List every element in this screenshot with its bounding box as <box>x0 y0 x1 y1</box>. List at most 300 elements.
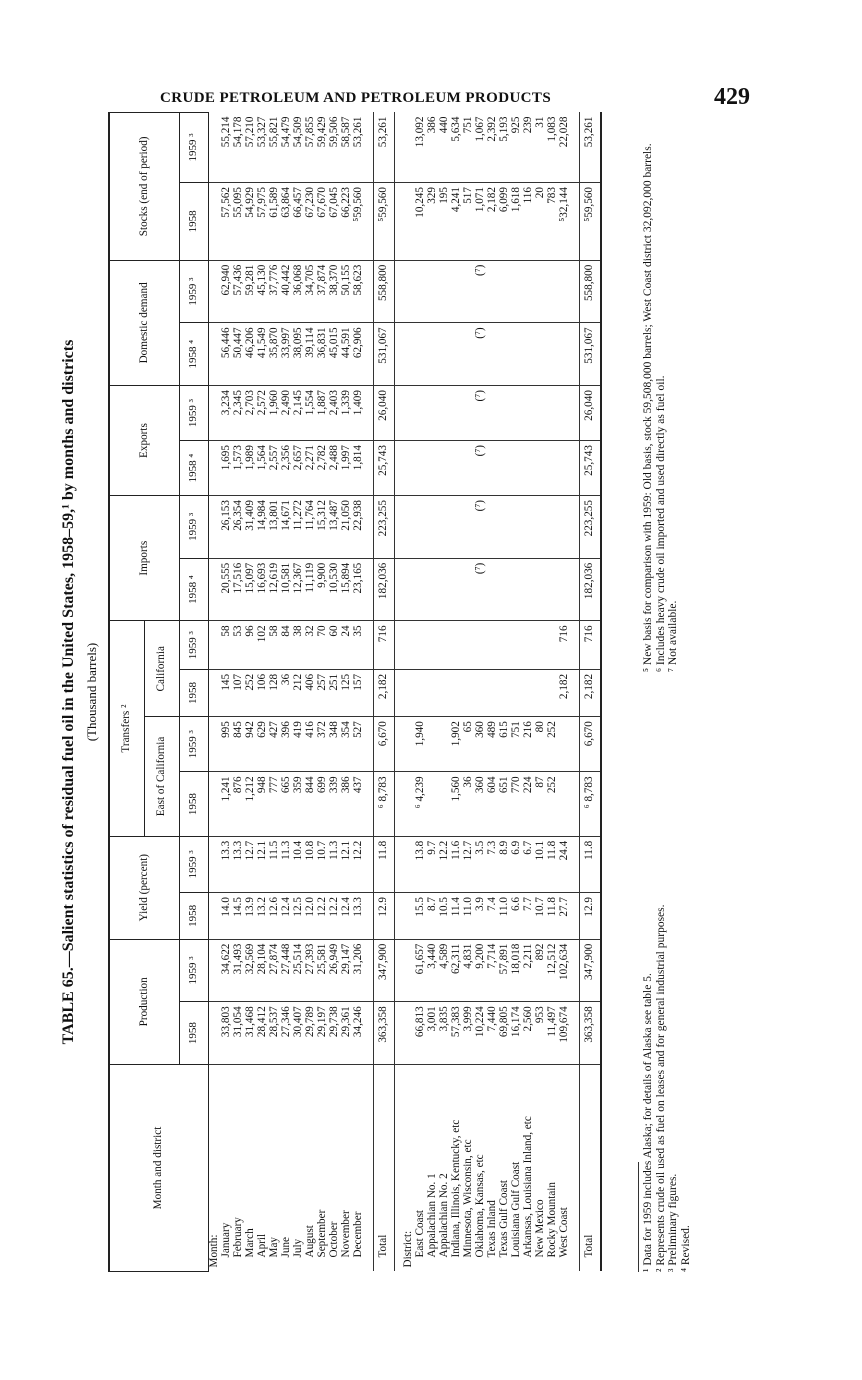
table-cell <box>523 621 535 669</box>
table-row <box>439 113 451 1272</box>
table-cell <box>451 441 463 496</box>
table-cell: 437 <box>353 772 365 836</box>
table-cell: 10.4 <box>293 836 305 892</box>
table-cell: 224 <box>523 772 535 836</box>
table-cell: 67,230 <box>305 183 317 261</box>
table-cell: 2,403 <box>329 386 341 441</box>
header-year: 1959 ³ <box>180 717 209 772</box>
table-cell: 38,370 <box>329 260 341 323</box>
table-cell: 31,409 <box>245 496 257 559</box>
row-label: Appalachian No. 2 <box>437 1173 450 1258</box>
table-cell: 29,789 <box>305 1002 317 1065</box>
table-cell: 953 <box>535 1002 547 1065</box>
table-cell: 558,800 <box>579 260 601 323</box>
table-cell <box>439 260 451 323</box>
table-cell: 34,622 <box>221 939 233 1002</box>
table-cell: 54,479 <box>281 113 293 183</box>
table-cell <box>511 386 523 441</box>
table-cell <box>415 621 427 669</box>
row-label: Louisiana Gulf Coast <box>509 1161 522 1258</box>
table-cell: 32,569 <box>245 939 257 1002</box>
table-cell <box>487 323 499 386</box>
table-cell <box>523 260 535 323</box>
table-cell <box>463 558 475 621</box>
table-subcaption: (Thousand barrels) <box>84 642 99 742</box>
table-cell: 517 <box>463 183 475 261</box>
table-cell: 31,468 <box>245 1002 257 1065</box>
table-cell: 6.7 <box>523 836 535 892</box>
table-cell: 11.8 <box>547 893 559 940</box>
header-year: 1959 ³ <box>180 836 209 892</box>
table-cell: ⁶ 4,239 <box>415 772 427 836</box>
table-cell: 53 <box>233 621 245 669</box>
table-cell: 27,448 <box>281 939 293 1002</box>
table-cell <box>415 669 427 716</box>
table-cell: 13.3 <box>353 893 365 940</box>
table-cell: 13.8 <box>415 836 427 892</box>
table-cell: 3,835 <box>439 1002 451 1065</box>
table-cell: 53,327 <box>257 113 269 183</box>
table-cell <box>415 558 427 621</box>
table-cell: 372 <box>317 717 329 772</box>
table-cell: 531,067 <box>579 323 601 386</box>
table-cell <box>415 260 427 323</box>
header-california: California <box>145 621 180 717</box>
table-cell <box>439 772 451 836</box>
table-cell <box>499 323 511 386</box>
table-cell: 25,743 <box>373 441 394 496</box>
table-cell: 116 <box>523 183 535 261</box>
table-cell <box>451 621 463 669</box>
residual-fuel-oil-table <box>108 112 602 1272</box>
table-cell <box>547 558 559 621</box>
table-cell: 57,383 <box>451 1002 463 1065</box>
table-cell <box>559 772 571 836</box>
header-year: 1958 <box>180 893 209 940</box>
table-cell: 1,902 <box>451 717 463 772</box>
table-cell: 363,358 <box>579 1002 601 1065</box>
table-cell <box>451 386 463 441</box>
row-label: Rocky Mountain <box>545 1181 558 1258</box>
table-cell: 10.7 <box>535 893 547 940</box>
table-cell: 53,261 <box>579 113 601 183</box>
table-cell: 1,989 <box>245 441 257 496</box>
table-cell: 212 <box>293 669 305 716</box>
table-cell: 2,182 <box>487 183 499 261</box>
table-cell: (⁷) <box>475 558 487 621</box>
table-cell <box>547 386 559 441</box>
table-cell: 751 <box>463 113 475 183</box>
table-cell <box>463 386 475 441</box>
table-cell: 239 <box>523 113 535 183</box>
row-label: January <box>219 1222 232 1258</box>
table-cell: 11.0 <box>463 893 475 940</box>
header-year: 1959 ³ <box>180 939 209 1002</box>
header-year: 1958 ⁴ <box>180 323 209 386</box>
table-cell <box>523 496 535 559</box>
table-cell: 2,211 <box>523 939 535 1002</box>
table-cell: 1,560 <box>451 772 463 836</box>
table-cell: 9,900 <box>317 558 329 621</box>
table-cell: 489 <box>487 717 499 772</box>
header-production: Production <box>109 939 180 1064</box>
table-cell <box>547 323 559 386</box>
header-year: 1959 ³ <box>180 496 209 559</box>
table-cell: 770 <box>511 772 523 836</box>
table-cell <box>415 441 427 496</box>
table-cell: 17,516 <box>233 558 245 621</box>
table-cell: 339 <box>329 772 341 836</box>
table-row <box>245 113 257 1272</box>
table-cell: 59,429 <box>317 113 329 183</box>
table-cell: 13,092 <box>415 113 427 183</box>
table-row <box>427 113 439 1272</box>
table-cell: 157 <box>353 669 365 716</box>
table-cell: 84 <box>281 621 293 669</box>
table-cell <box>511 441 523 496</box>
table-cell <box>439 441 451 496</box>
table-cell: 527 <box>353 717 365 772</box>
table-cell: 5,634 <box>451 113 463 183</box>
table-cell: 2,145 <box>293 386 305 441</box>
table-cell: 604 <box>487 772 499 836</box>
row-label: Texas Gulf Coast <box>497 1179 510 1258</box>
table-cell: 13,801 <box>269 496 281 559</box>
table-cell: 27,346 <box>281 1002 293 1065</box>
table-cell: 1,618 <box>511 183 523 261</box>
table-cell <box>511 323 523 386</box>
table-cell: 55,214 <box>221 113 233 183</box>
table-cell: 23,165 <box>353 558 365 621</box>
table-cell: 50,447 <box>233 323 245 386</box>
table-cell <box>475 669 487 716</box>
table-cell <box>451 558 463 621</box>
header-year: 1959 ³ <box>180 386 209 441</box>
table-cell: 55,821 <box>269 113 281 183</box>
table-cell: 26,949 <box>329 939 341 1002</box>
table-cell <box>511 621 523 669</box>
table-cell: 26,040 <box>579 386 601 441</box>
table-cell: 102 <box>257 621 269 669</box>
table-cell: 12.2 <box>317 893 329 940</box>
table-cell: 11,764 <box>305 496 317 559</box>
table-cell: 1,071 <box>475 183 487 261</box>
table-cell: 12,619 <box>269 558 281 621</box>
table-cell: 63,864 <box>281 183 293 261</box>
table-cell: 329 <box>427 183 439 261</box>
table-cell: 10,581 <box>281 558 293 621</box>
table-cell: 216 <box>523 717 535 772</box>
table-cell: 67,670 <box>317 183 329 261</box>
table-row <box>547 113 559 1272</box>
table-cell: 386 <box>341 772 353 836</box>
table-cell: 1,339 <box>341 386 353 441</box>
table-cell: 29,738 <box>329 1002 341 1065</box>
row-label: Oklahoma, Kansas, etc <box>473 1154 486 1258</box>
table-cell: 50,155 <box>341 260 353 323</box>
table-cell: 66,223 <box>341 183 353 261</box>
table-cell: 14,984 <box>257 496 269 559</box>
table-cell: 15,894 <box>341 558 353 621</box>
table-cell: 396 <box>281 717 293 772</box>
table-cell: 751 <box>511 717 523 772</box>
header-exports: Exports <box>109 386 180 496</box>
table-cell: 24.4 <box>559 836 571 892</box>
header-year: 1958 ⁴ <box>180 558 209 621</box>
table-cell: 7,440 <box>487 1002 499 1065</box>
table-row <box>257 113 269 1272</box>
table-cell: 7,714 <box>487 939 499 1002</box>
row-label: May <box>267 1236 280 1258</box>
table-cell: 665 <box>281 772 293 836</box>
footnote-2: ² Represents crude oil used as fuel on leases and for general industrial purposes. <box>654 904 667 1272</box>
header-imports: Imports <box>109 496 180 621</box>
table-body <box>209 113 601 1272</box>
table-cell: 1,067 <box>475 113 487 183</box>
table-cell: 13.3 <box>233 836 245 892</box>
table-cell: 1,409 <box>353 386 365 441</box>
table-cell: 41,549 <box>257 323 269 386</box>
table-cell: 15,097 <box>245 558 257 621</box>
table-cell: 12.6 <box>269 893 281 940</box>
table-row <box>535 113 547 1272</box>
table-cell: 2,392 <box>487 113 499 183</box>
table-cell: 128 <box>269 669 281 716</box>
header-year: 1958 <box>180 772 209 836</box>
table-cell <box>499 669 511 716</box>
table-cell: ⁵59,560 <box>353 183 365 261</box>
table-cell: 3,234 <box>221 386 233 441</box>
table-cell: 10,224 <box>475 1002 487 1065</box>
table-cell: (⁷) <box>475 323 487 386</box>
table-cell: 58 <box>269 621 281 669</box>
table-cell <box>547 621 559 669</box>
table-cell: 360 <box>475 717 487 772</box>
table-cell: 3.9 <box>475 893 487 940</box>
section-label-district: District: <box>401 1230 414 1268</box>
table-cell: 845 <box>233 717 245 772</box>
table-cell: 531,067 <box>373 323 394 386</box>
table-cell: 1,083 <box>547 113 559 183</box>
table-cell: 347,900 <box>579 939 601 1002</box>
table-cell: 45,015 <box>329 323 341 386</box>
table-cell: 109,674 <box>559 1002 571 1065</box>
table-cell <box>463 621 475 669</box>
total-row <box>579 113 601 1272</box>
table-cell: 6,670 <box>373 717 394 772</box>
table-cell <box>487 441 499 496</box>
table-cell: 62,906 <box>353 323 365 386</box>
table-cell <box>427 772 439 836</box>
table-cell: 57,436 <box>233 260 245 323</box>
table-cell: 12.7 <box>245 836 257 892</box>
table-cell: 16,174 <box>511 1002 523 1065</box>
table-cell: 65 <box>463 717 475 772</box>
table-cell <box>499 558 511 621</box>
table-cell: 28,537 <box>269 1002 281 1065</box>
table-cell: 29,361 <box>341 1002 353 1065</box>
table-row <box>233 113 245 1272</box>
table-row <box>511 113 523 1272</box>
table-cell: 716 <box>373 621 394 669</box>
table-cell <box>427 558 439 621</box>
table-cell: 12.2 <box>329 893 341 940</box>
table-cell: 2,182 <box>559 669 571 716</box>
table-cell: 36 <box>281 669 293 716</box>
table-cell: 59,281 <box>245 260 257 323</box>
table-cell: 57,855 <box>305 113 317 183</box>
table-cell <box>535 669 547 716</box>
footnote-1: ¹ Data for 1959 includes Alaska; for details of Alaska see table 5. <box>642 973 654 1272</box>
table-row <box>353 113 365 1272</box>
table-cell <box>439 386 451 441</box>
row-label: Appalachian No. 1 <box>425 1173 438 1258</box>
table-cell: 252 <box>547 717 559 772</box>
table-cell: 62,311 <box>451 939 463 1002</box>
table-cell: 416 <box>305 717 317 772</box>
table-cell: 8.7 <box>427 893 439 940</box>
table-cell: 62,940 <box>221 260 233 323</box>
table-cell: 6,099 <box>499 183 511 261</box>
table-cell: 347,900 <box>373 939 394 1002</box>
table-cell: 4,831 <box>463 939 475 1002</box>
table-cell <box>451 496 463 559</box>
table-cell: 36,831 <box>317 323 329 386</box>
header-year: 1958 <box>180 669 209 716</box>
table-cell: 24 <box>341 621 353 669</box>
table-cell: 11.8 <box>579 836 601 892</box>
row-label: November <box>339 1210 352 1258</box>
table-cell <box>547 441 559 496</box>
table-cell: 716 <box>579 621 601 669</box>
table-cell <box>487 496 499 559</box>
table-cell <box>499 441 511 496</box>
table-cell: 252 <box>245 669 257 716</box>
section-label-month: Month: <box>208 1234 220 1268</box>
table-cell: 11.3 <box>329 836 341 892</box>
table-cell: 419 <box>293 717 305 772</box>
table-cell: 360 <box>475 772 487 836</box>
table-cell: 1,554 <box>305 386 317 441</box>
table-cell <box>439 621 451 669</box>
table-cell <box>499 386 511 441</box>
table-row <box>451 113 463 1272</box>
table-cell <box>499 621 511 669</box>
table-cell: ⁵32,144 <box>559 183 571 261</box>
table-cell <box>535 323 547 386</box>
table-cell: 45,130 <box>257 260 269 323</box>
table-cell: 12.5 <box>293 893 305 940</box>
table-cell: 699 <box>317 772 329 836</box>
table-cell <box>547 669 559 716</box>
table-cell: 2,271 <box>305 441 317 496</box>
table-cell: 783 <box>547 183 559 261</box>
table-cell: 10.1 <box>535 836 547 892</box>
table-cell: 57,562 <box>221 183 233 261</box>
row-label: Total <box>373 1065 394 1272</box>
table-cell: (⁷) <box>475 496 487 559</box>
table-cell: 58,623 <box>353 260 365 323</box>
table-row <box>523 113 535 1272</box>
row-label: July <box>291 1238 304 1258</box>
table-cell: 629 <box>257 717 269 772</box>
header-year: 1958 <box>180 1002 209 1065</box>
table-cell: (⁷) <box>475 441 487 496</box>
table-cell <box>415 386 427 441</box>
table-cell: 427 <box>269 717 281 772</box>
table-cell: 3.5 <box>475 836 487 892</box>
table-cell: 16,693 <box>257 558 269 621</box>
running-head-title: CRUDE PETROLEUM AND PETROLEUM PRODUCTS <box>160 90 552 106</box>
table-cell: 1,212 <box>245 772 257 836</box>
table-cell: 54,929 <box>245 183 257 261</box>
table-cell <box>415 323 427 386</box>
table-cell: 2,356 <box>281 441 293 496</box>
table-cell: 55,095 <box>233 183 245 261</box>
table-cell: 60 <box>329 621 341 669</box>
footnote-7: ⁷ Not available. <box>667 600 679 672</box>
table-cell <box>439 323 451 386</box>
table-cell: 125 <box>341 669 353 716</box>
table-cell: 58,587 <box>341 113 353 183</box>
table-cell: 6.6 <box>511 893 523 940</box>
table-cell: 12,367 <box>293 558 305 621</box>
table-cell: 6,670 <box>579 717 601 772</box>
table-cell: 36 <box>463 772 475 836</box>
table-cell: 892 <box>535 939 547 1002</box>
table-cell <box>427 260 439 323</box>
table-cell: 11.3 <box>281 836 293 892</box>
table-cell: 30,407 <box>293 1002 305 1065</box>
table-cell: 777 <box>269 772 281 836</box>
table-cell: 2,703 <box>245 386 257 441</box>
total-row <box>373 113 394 1272</box>
table-cell: 21,050 <box>341 496 353 559</box>
row-label: Indiana, Illinois, Kentucky, etc <box>449 1119 462 1258</box>
table-cell: 28,104 <box>257 939 269 1002</box>
table-cell: 2,490 <box>281 386 293 441</box>
table-cell: 10,245 <box>415 183 427 261</box>
table-cell: 11,119 <box>305 558 317 621</box>
table-cell: 80 <box>535 717 547 772</box>
table-cell <box>559 323 571 386</box>
table-cell: 26,354 <box>233 496 245 559</box>
table-cell: 46,206 <box>245 323 257 386</box>
table-cell: 4,241 <box>451 183 463 261</box>
table-cell: 354 <box>341 717 353 772</box>
table-cell <box>487 558 499 621</box>
table-cell <box>511 669 523 716</box>
table-cell: 440 <box>439 113 451 183</box>
table-cell: 195 <box>439 183 451 261</box>
table-cell: 2,182 <box>579 669 601 716</box>
table-cell <box>487 260 499 323</box>
header-domestic-demand: Domestic demand <box>109 260 180 385</box>
table-cell <box>559 386 571 441</box>
table-row <box>305 113 317 1272</box>
table-cell: 12,512 <box>547 939 559 1002</box>
table-cell: 58 <box>221 621 233 669</box>
table-cell: 1,960 <box>269 386 281 441</box>
table-cell: 223,255 <box>579 496 601 559</box>
table-row <box>317 113 329 1272</box>
table-cell: ⁶ 8,783 <box>579 772 601 836</box>
table-cell: 25,743 <box>579 441 601 496</box>
table-cell: 7.4 <box>487 893 499 940</box>
row-label: April <box>255 1233 268 1258</box>
table-cell <box>523 386 535 441</box>
table-cell <box>523 441 535 496</box>
